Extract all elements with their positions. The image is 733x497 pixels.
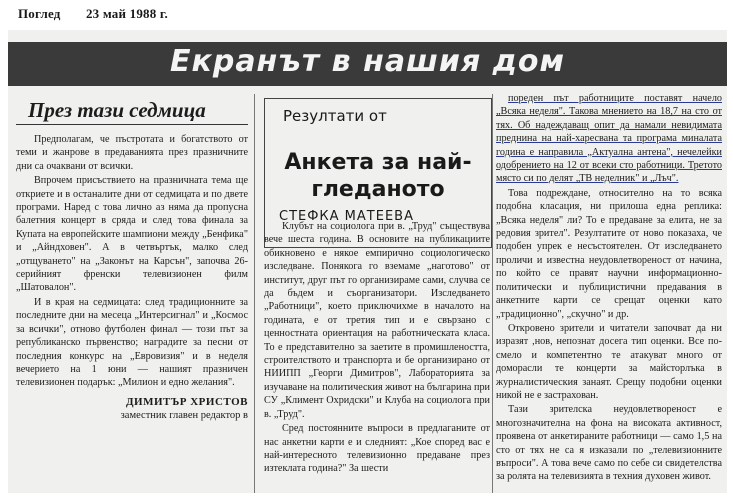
article-author: СТЕФКА МАТЕЕВА xyxy=(279,209,414,224)
author-title: заместник главен редактор в xyxy=(120,410,248,422)
section-title: Екранът в нашия дом xyxy=(169,44,566,79)
article-kicker: Резултати от xyxy=(283,107,387,125)
newspaper-clipping xyxy=(8,30,727,493)
page-caption xyxy=(18,6,190,22)
article-paragraph: Тази зрителска неудовлетвореност е многозначителна на фона на високата активност, проявена от анкетираните работници — само 1,5 на сто от тях не са я изказали по „телевизионните въпроси". А това вече само по себе си свидетелства за ролята на телевизията в техния духовен живот. xyxy=(496,404,722,483)
publication-name: Поглед xyxy=(18,6,61,21)
publication-date: 23 май 1988 г. xyxy=(85,6,168,21)
article-paragraph: пореден път работниците поставят начело „Всяка неделя". Такова мнението на 18,7 на сто от тях. Об надеждаващ опит да намали невидимата преднина на най-харесвана та програма миналата година е направила „Актуална антена", нечелейки одобрението на 12 от всеки сто работници. Третото място си по делят „ТВ неделник" и „Лъч". xyxy=(496,93,722,185)
article-paragraph: Впрочем присъствието на празничната тема ще откриете и в останалите дни от седмицата и по двете програми. Наред с това лично аз няма да пропусна балетния концерт в сряда и след това финала за Купата на европейските шампиони между „Бенфика" и „Айндховен". А в четвъртък, малко след „отщуването" на „Законът на Карсън", започва 26-серийният френски телевизионен филм „Шатовалон". xyxy=(16,175,248,294)
article-heading: През тази седмица xyxy=(28,98,206,122)
author-signature: ДИМИТЪР ХРИСТОВ xyxy=(125,395,248,408)
article-survey-continued xyxy=(496,92,722,485)
article-paragraph: Сред постоянните въпроси в предлаганите от нас анкетни карти е и следният: „Кое според вас е най-интересното телевизионно предаване през изтеклата година?" За шести xyxy=(264,423,490,475)
article-title: Анкета за най-гледаното xyxy=(284,150,472,202)
article-paragraph: Откровено зрители и читатели започват да ни изразят ,нов, непознат досега тип оценки. Все по-смело и компетентно те атакуват много от доморасли те концерти за майсторлъка в журналистическия занаят. Срещу подобни оценки никой не е застрахован. xyxy=(496,322,722,401)
article-paragraph: И в края на седмицата: след традиционните за последните дни на месеца „Интерсигнал" и „Космос за всички", отново футболен финал — този път за републиканско първенство; наградите за песни от последния конкурс на „Евровизия" и в неделя вечерието на 1 юни — нашият празничен телевизионен подарък: „Милион и едно желания". xyxy=(16,296,248,389)
column-divider xyxy=(492,94,493,493)
article-paragraph: Предполагам, че пъстротата и богатството от теми и жанрове в предаванията през празничните дни са очаквани от всички. xyxy=(16,134,248,172)
heading-rule xyxy=(16,124,248,125)
article-body xyxy=(264,220,490,476)
column-divider xyxy=(254,94,255,493)
article-paragraph: Това подреждане, относително на то всяка подобна класация, ни прилоша една реплика: „Всяка неделя" ли? То е предаване за елита, не за редовия зрител". Резултатите от ново показаха, че подобен упрек е несъстоятелен. От изследването проличи и известна неудовлетвореност от начина, по който се правят научни информационно-политически и публицистични предавания в анкетните карти се срещат оценки като „традиционно", „скучно" и др. xyxy=(496,187,722,320)
article-this-week xyxy=(16,94,248,423)
article-survey xyxy=(264,94,490,477)
article-paragraph: Клубът на социолога при в. „Труд" съществува вече шеста година. В основите на публикациите обикновено е някое емпирично социологическо изследване. Понякога го вземаме „наготово" от институт, друг път го организираме сами, случва се да бъдем и съорганизатори. Изследването „Работници", което приключихме в началото на годината, е от третия тип и е свързано с ценностната ориентация на работническата класа. То е представително за заетите в промишлеността, строителството и транспорта и бе организирано от НИИПП „Георги Димитров", Лабораторията за изучаване на политическия живот на българина при СУ „Климент Охридски" и Клуба на социолога при в. „Труд". xyxy=(264,221,490,420)
